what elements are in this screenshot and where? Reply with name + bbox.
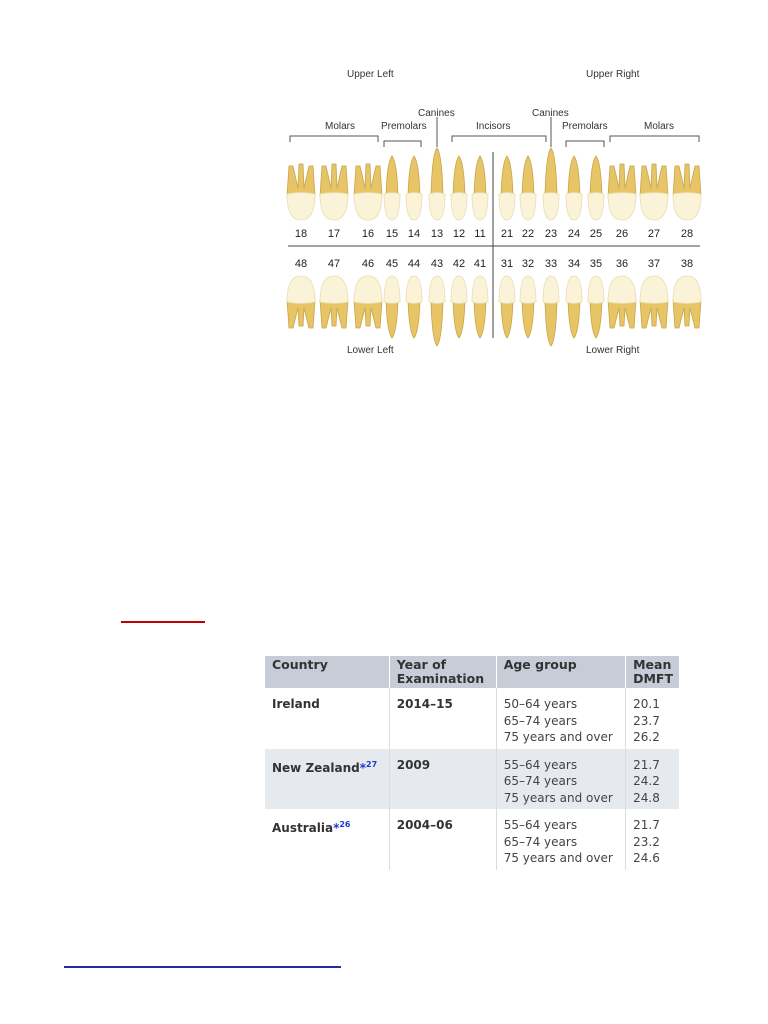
lower-right-label: Lower Right xyxy=(586,345,640,356)
lower-tooth-41 xyxy=(472,276,488,338)
cell-age-group: 50–64 years 65–74 years 75 years and over xyxy=(496,688,625,749)
tooth-number-17: 17 xyxy=(327,228,341,240)
upper-tooth-12 xyxy=(451,156,467,220)
tooth-number-22: 22 xyxy=(521,228,535,240)
lower-tooth-36 xyxy=(608,276,636,328)
tooth-number-37: 37 xyxy=(647,258,661,270)
lower-tooth-48 xyxy=(287,276,315,328)
tooth-number-27: 27 xyxy=(647,228,661,240)
upper-tooth-18 xyxy=(287,164,315,220)
lower-tooth-43 xyxy=(429,276,445,346)
lower-tooth-33 xyxy=(543,276,559,346)
upper-tooth-25 xyxy=(588,156,604,220)
tooth-number-42: 42 xyxy=(452,258,466,270)
table-row xyxy=(265,809,679,870)
lower-tooth-31 xyxy=(499,276,515,338)
lower-tooth-44 xyxy=(406,276,422,338)
cell-country: Australia*$^{26}$ xyxy=(265,809,389,870)
lower-tooth-45 xyxy=(384,276,400,338)
dmft-table xyxy=(265,656,679,870)
upper-left-label: Upper Left xyxy=(347,69,394,80)
reference-link[interactable]: *$^{26}$ xyxy=(333,820,351,835)
header-country: Country xyxy=(265,656,389,688)
tooth-number-28: 28 xyxy=(680,228,694,240)
upper-tooth-16 xyxy=(354,164,382,220)
tooth-number-15: 15 xyxy=(385,228,399,240)
upper-tooth-17 xyxy=(320,164,348,220)
tooth-number-13: 13 xyxy=(430,228,444,240)
header-mean-dmft: Mean DMFT xyxy=(626,656,679,688)
tooth-number-47: 47 xyxy=(327,258,341,270)
cell-mean-dmft: 21.7 23.2 24.6 xyxy=(633,818,660,865)
tooth-number-26: 26 xyxy=(615,228,629,240)
cell-country: Ireland xyxy=(265,688,389,749)
tooth-number-31: 31 xyxy=(500,258,514,270)
red-underline xyxy=(121,621,205,623)
upper-tooth-23 xyxy=(543,148,559,220)
tooth-number-33: 33 xyxy=(544,258,558,270)
lower-tooth-32 xyxy=(520,276,536,338)
blue-underline xyxy=(64,966,341,968)
tooth-number-23: 23 xyxy=(544,228,558,240)
upper-right-label: Upper Right xyxy=(586,69,640,80)
tooth-number-32: 32 xyxy=(521,258,535,270)
tooth-number-14: 14 xyxy=(407,228,421,240)
tooth-number-34: 34 xyxy=(567,258,581,270)
upper-tooth-24 xyxy=(566,156,582,220)
tooth-number-24: 24 xyxy=(567,228,581,240)
tooth-number-18: 18 xyxy=(294,228,308,240)
cell-country: New Zealand*$^{27}$ xyxy=(265,749,389,810)
cell-mean-dmft: 21.7 24.2 24.8 xyxy=(626,749,679,810)
tooth-number-43: 43 xyxy=(430,258,444,270)
lower-tooth-37 xyxy=(640,276,668,328)
tooth-number-25: 25 xyxy=(589,228,603,240)
lower-tooth-34 xyxy=(566,276,582,338)
table-row xyxy=(265,688,679,749)
tooth-number-44: 44 xyxy=(407,258,421,270)
lower-tooth-47 xyxy=(320,276,348,328)
tooth-number-46: 46 xyxy=(361,258,375,270)
lower-left-label: Lower Left xyxy=(347,345,394,356)
reference-link[interactable]: *$^{27}$ xyxy=(359,759,378,775)
upper-tooth-21 xyxy=(499,156,515,220)
lower-tooth-38 xyxy=(673,276,701,328)
lower-tooth-42 xyxy=(451,276,467,338)
header-age-group: Age group xyxy=(496,656,625,688)
upper-tooth-11 xyxy=(472,156,488,220)
tooth-number-45: 45 xyxy=(385,258,399,270)
header-year: Year of Examination xyxy=(389,656,496,688)
premolars-left-label: Premolars xyxy=(381,121,427,132)
lower-tooth-35 xyxy=(588,276,604,338)
upper-tooth-27 xyxy=(640,164,668,220)
upper-tooth-13 xyxy=(429,148,445,220)
tooth-number-35: 35 xyxy=(589,258,603,270)
upper-tooth-14 xyxy=(406,156,422,220)
incisors-label: Incisors xyxy=(476,121,511,132)
upper-tooth-22 xyxy=(520,156,536,220)
canines-left-label: Canines xyxy=(418,108,455,119)
premolars-right-label: Premolars xyxy=(562,121,608,132)
tooth-number-16: 16 xyxy=(361,228,375,240)
upper-tooth-15 xyxy=(384,156,400,220)
cell-year: 2009 xyxy=(389,749,496,810)
molars-left-label: Molars xyxy=(325,121,356,132)
tooth-number-36: 36 xyxy=(615,258,629,270)
table-header-row xyxy=(265,656,679,688)
cell-age-group: 55–64 years 65–74 years 75 years and over xyxy=(496,749,625,810)
molars-right-label: Molars xyxy=(644,121,675,132)
teeth-drawing xyxy=(0,0,768,400)
upper-tooth-28 xyxy=(673,164,701,220)
tooth-number-12: 12 xyxy=(452,228,466,240)
cell-mean-dmft: 20.1 23.7 26.2 xyxy=(633,697,660,744)
lower-tooth-46 xyxy=(354,276,382,328)
tooth-number-48: 48 xyxy=(294,258,308,270)
cell-year: 2004–06 xyxy=(389,809,496,870)
canines-right-label: Canines xyxy=(532,108,569,119)
tooth-number-41: 41 xyxy=(473,258,487,270)
tooth-number-38: 38 xyxy=(680,258,694,270)
cell-age-group: 55–64 years 65–74 years 75 years and over xyxy=(496,809,625,870)
tooth-number-21: 21 xyxy=(500,228,514,240)
tooth-number-11: 11 xyxy=(474,228,486,240)
cell-year: 2014–15 xyxy=(389,688,496,749)
table-row xyxy=(265,749,679,810)
upper-tooth-26 xyxy=(608,164,636,220)
